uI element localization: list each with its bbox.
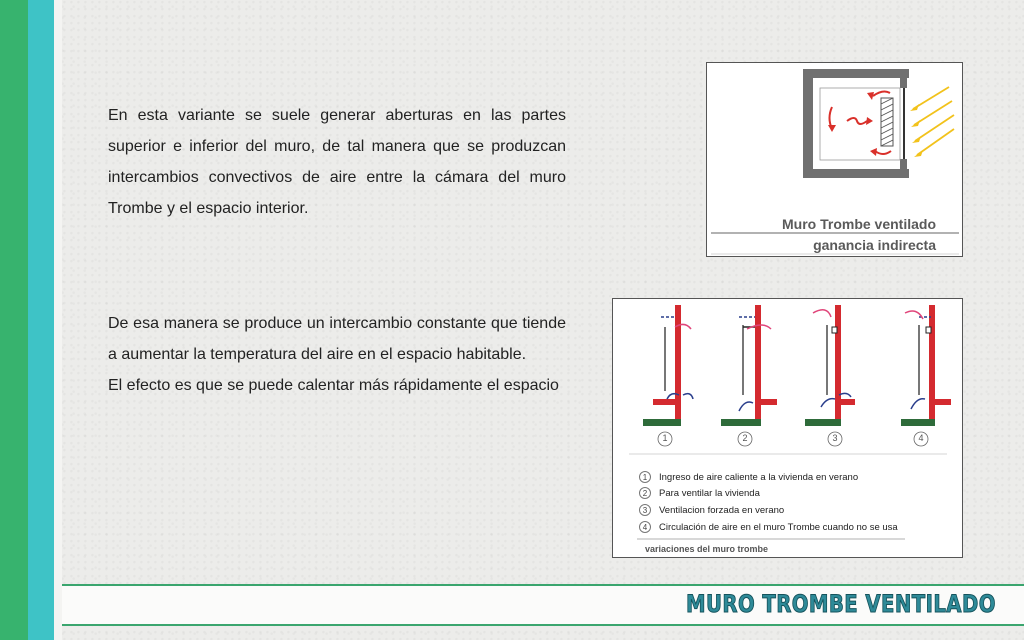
paragraph-line-exchange: De esa manera se produce un intercambio constante que tiende a aumentar la temperatura del aire en el espacio habitable.: [108, 315, 566, 363]
panel-1: [643, 305, 693, 426]
left-green-bar: [0, 0, 28, 640]
panel-number-1: 1: [662, 433, 668, 443]
variations-drawing: [613, 299, 962, 557]
slide-title: MURO TROMBE VENTILADO: [686, 590, 996, 618]
panel-number-circles: [658, 432, 928, 446]
legend-row-4: [639, 520, 898, 534]
figure2-footer: variaciones del muro trombe: [645, 544, 769, 554]
legend-text-1: Ingreso de aire caliente a la vivienda en verano: [659, 471, 859, 483]
legend-number-1: 1: [639, 471, 651, 483]
panel-number-3: 3: [832, 433, 838, 443]
panel-number-4: 4: [918, 433, 924, 443]
trombe-wall-figure: [706, 62, 963, 257]
roof-slab: [803, 69, 909, 78]
legend-row-2: [639, 486, 760, 500]
legend-text-4: Circulación de aire en el muro Trombe cuando no se usa: [659, 521, 898, 533]
panel-4: [901, 305, 951, 426]
figure1-caption-title: Muro Trombe ventilado: [781, 216, 936, 232]
legend-number-2: 2: [639, 487, 651, 499]
panel-3: [805, 305, 855, 426]
legend-text-2: Para ventilar la vivienda: [659, 487, 760, 499]
legend-number-4: 4: [639, 521, 651, 533]
left-teal-bar: [28, 0, 54, 640]
back-wall: [803, 69, 813, 177]
legend-row-3: [639, 503, 784, 517]
paragraph-ventilation-openings: En esta variante se suele generar aberturas en las partes superior e inferior del muro, de tal manera que se produzcan intercambios convectivos de aire entre la cámara del muro Trombe y el espacio interior.: [108, 107, 566, 217]
upper-glass-frame: [900, 78, 907, 88]
panel-2: [721, 305, 777, 426]
legend-row-1: [639, 470, 858, 484]
paragraph-constant-exchange: [108, 308, 566, 401]
floor-slab: [803, 169, 909, 178]
lower-glass-frame: [900, 159, 907, 169]
legend-number-3: 3: [639, 504, 651, 516]
sun-ray-heads: [910, 104, 923, 157]
legend-text-3: Ventilacion forzada en verano: [659, 504, 785, 516]
figure1-caption-subtitle: ganancia indirecta: [813, 237, 936, 253]
paragraph-line-effect: El efecto es que se puede calentar más rápidamente el espacio: [108, 377, 559, 394]
trombe-variations-figure: [612, 298, 963, 558]
left-white-bar: [54, 0, 62, 640]
arrow-heads: [828, 92, 877, 156]
panel-number-2: 2: [742, 433, 748, 443]
